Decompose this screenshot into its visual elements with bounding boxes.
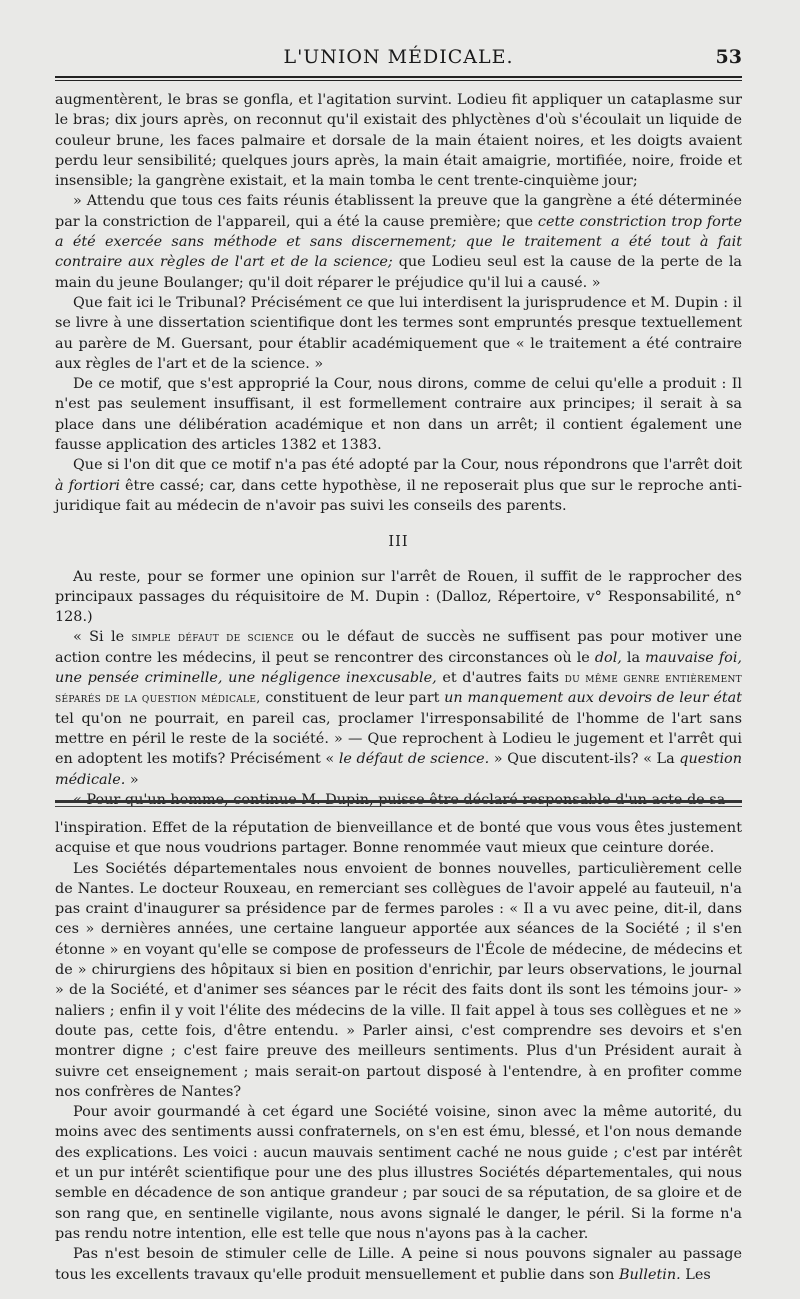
section-divider bbox=[55, 800, 742, 803]
running-title: L'UNION MÉDICALE. bbox=[283, 46, 514, 68]
page-number: 53 bbox=[715, 46, 742, 68]
paragraph: » Attendu que tous ces faits réunis établissent la preuve que la gangrène a été déterminée par la constriction de l'appareil, qui a été la cause première; que cette constriction trop forte a été exercée sans méthode et sans discernement; que le traitement a été tout à fait contraire aux règles de l'art et de la science; que Lodieu seul est la cause de la perte de la main du jeune Boulanger; qu'il doit réparer le préjudice qu'il lui a causé. » bbox=[55, 193, 742, 291]
paragraph: augmentèrent, le bras se gonfla, et l'agitation survint. Lodieu fit appliquer un cataplasme sur le bras; dix jours après, on reconnut qu'il existait des phlyctènes d'où s'écoulait un liquide de couleur brune, les faces palmaire et dorsale de la main étaient noires, et les doigts avaient perdu leur sensibilité; quelques jours après, la main était amaigrie, mortifiée, noire, froide et insensible; la gangrène existait, et la main tomba le cent trente-cinquième jour; bbox=[55, 92, 742, 190]
header-rule bbox=[55, 76, 742, 78]
paragraph: Pour avoir gourmandé à cet égard une Société voisine, sinon avec la même autorité, du moins avec des sentiments aussi confraternels, on s'en est ému, blessé, et l'on nous demande des explications. Les voici : aucun mauvais sentiment caché ne nous guide ; c'est par intérêt et un pur intérêt scientifique pour une des plus illustres Sociétés départementales, qui nous semble en décadence de son antique grandeur ; par souci de sa réputation, de sa gloire et de son rang que, en sentinelle vigilante, nous avons signalé le danger, le péril. Si la forme n'a pas rendu notre intention, elle est telle que nous n'ayons pas à la cacher. bbox=[55, 1104, 742, 1242]
lower-feuilleton bbox=[55, 818, 742, 1285]
section-heading: III bbox=[388, 534, 409, 551]
paragraph: De ce motif, que s'est approprié la Cour, nous dirons, comme de celui qu'elle a produit : Il n'est pas seulement insuffisant, il est formellement contraire aux principes; il serait à sa place dans une délibération académique et non dans un arrêt; il contient également une fausse application des articles 1382 et 1383. bbox=[55, 376, 742, 454]
page-header bbox=[55, 44, 742, 74]
header-rule-thin bbox=[55, 80, 742, 81]
paragraph: Que si l'on dit que ce motif n'a pas été adopté par la Cour, nous répondrons que l'arrêt doit à fortiori être cassé; car, dans cette hypothèse, il ne reposerait plus que sur le reproche anti-juridique fait au médecin de n'avoir pas suivi les conseils des parents. bbox=[55, 457, 742, 514]
upper-article bbox=[55, 90, 742, 810]
paragraph: « Si le simple défaut de science ou le défaut de succès ne suffisent pas pour motiver une action contre les médecins, il peut se rencontrer des circonstances où le dol, la mauvaise foi, une pensée criminelle, une négligence inexcusable, et d'autres faits du même genre entièrement séparés de la question médicale, constituent de leur part un manquement aux devoirs de leur état tel qu'on ne pourrait, en pareil cas, proclamer l'irresponsabilité de l'homme de l'art sans mettre en péril le reste de la société. » — Que reprochent à Lodieu le jugement et l'arrêt qui en adoptent les motifs? Précisément « le défaut de science. » Que discutent-ils? « La question médicale. » bbox=[55, 629, 743, 788]
paragraph: l'inspiration. Effet de la réputation de bienveillance et de bonté que vous vous êtes justement acquise et que nous voudrions partager. Bonne renommée vaut mieux que ceinture dorée. bbox=[55, 820, 742, 857]
paragraph: Que fait ici le Tribunal? Précisément ce que lui interdisent la jurisprudence et M. Dupin : il se livre à une dissertation scientifique dont les termes sont empruntés presque textuellement au parère de M. Guersant, pour établir académiquement que « le traitement a été contraire aux règles de l'art et de la science. » bbox=[55, 294, 742, 372]
paragraph: Au reste, pour se former une opinion sur l'arrêt de Rouen, il suffit de le rapprocher des principaux passages du réquisitoire de M. Dupin : (Dalloz, Répertoire, v° Responsabilité, n° 128.) bbox=[55, 568, 742, 626]
paragraph: Pas n'est besoin de stimuler celle de Lille. A peine si nous pouvons signaler au passage tous les excellents travaux qu'elle produit mensuellement et publie dans son Bulletin. Les bbox=[55, 1246, 742, 1283]
paragraph: Les Sociétés départementales nous envoient de bonnes nouvelles, particulièrement celle de Nantes. Le docteur Rouxeau, en remerciant ses collègues de l'avoir appelé au fauteuil, n'a pas craint d'inaugurer sa présidence par de fermes paroles : « Il a vu avec peine, dit-il, dans ces » dernières années, une certaine langueur apportée aux séances de la Société ; il s'en étonne » en voyant qu'elle se compose de professeurs de l'École de médecine, de médecins et de » chirurgiens des hôpitaux si bien en position d'enrichir, par leurs observations, le journal » de la Société, et d'animer ses séances par le récit des faits dont ils sont les témoins jour- » naliers ; enfin il y voit l'élite des médecins de la ville. Il fait appel à tous ses collègues et ne » doute pas, cette fois, d'être entendu. » Parler ainsi, c'est comprendre ses devoirs et s'en montrer digne ; c'est faire preuve des meilleurs sentiments. Plus d'un Président aurait à suivre cet enseignement ; mais serait-on partout disposé à l'entendre, à en profiter comme nos confrères de Nantes? bbox=[55, 860, 742, 1100]
section-divider-thin bbox=[55, 806, 742, 807]
